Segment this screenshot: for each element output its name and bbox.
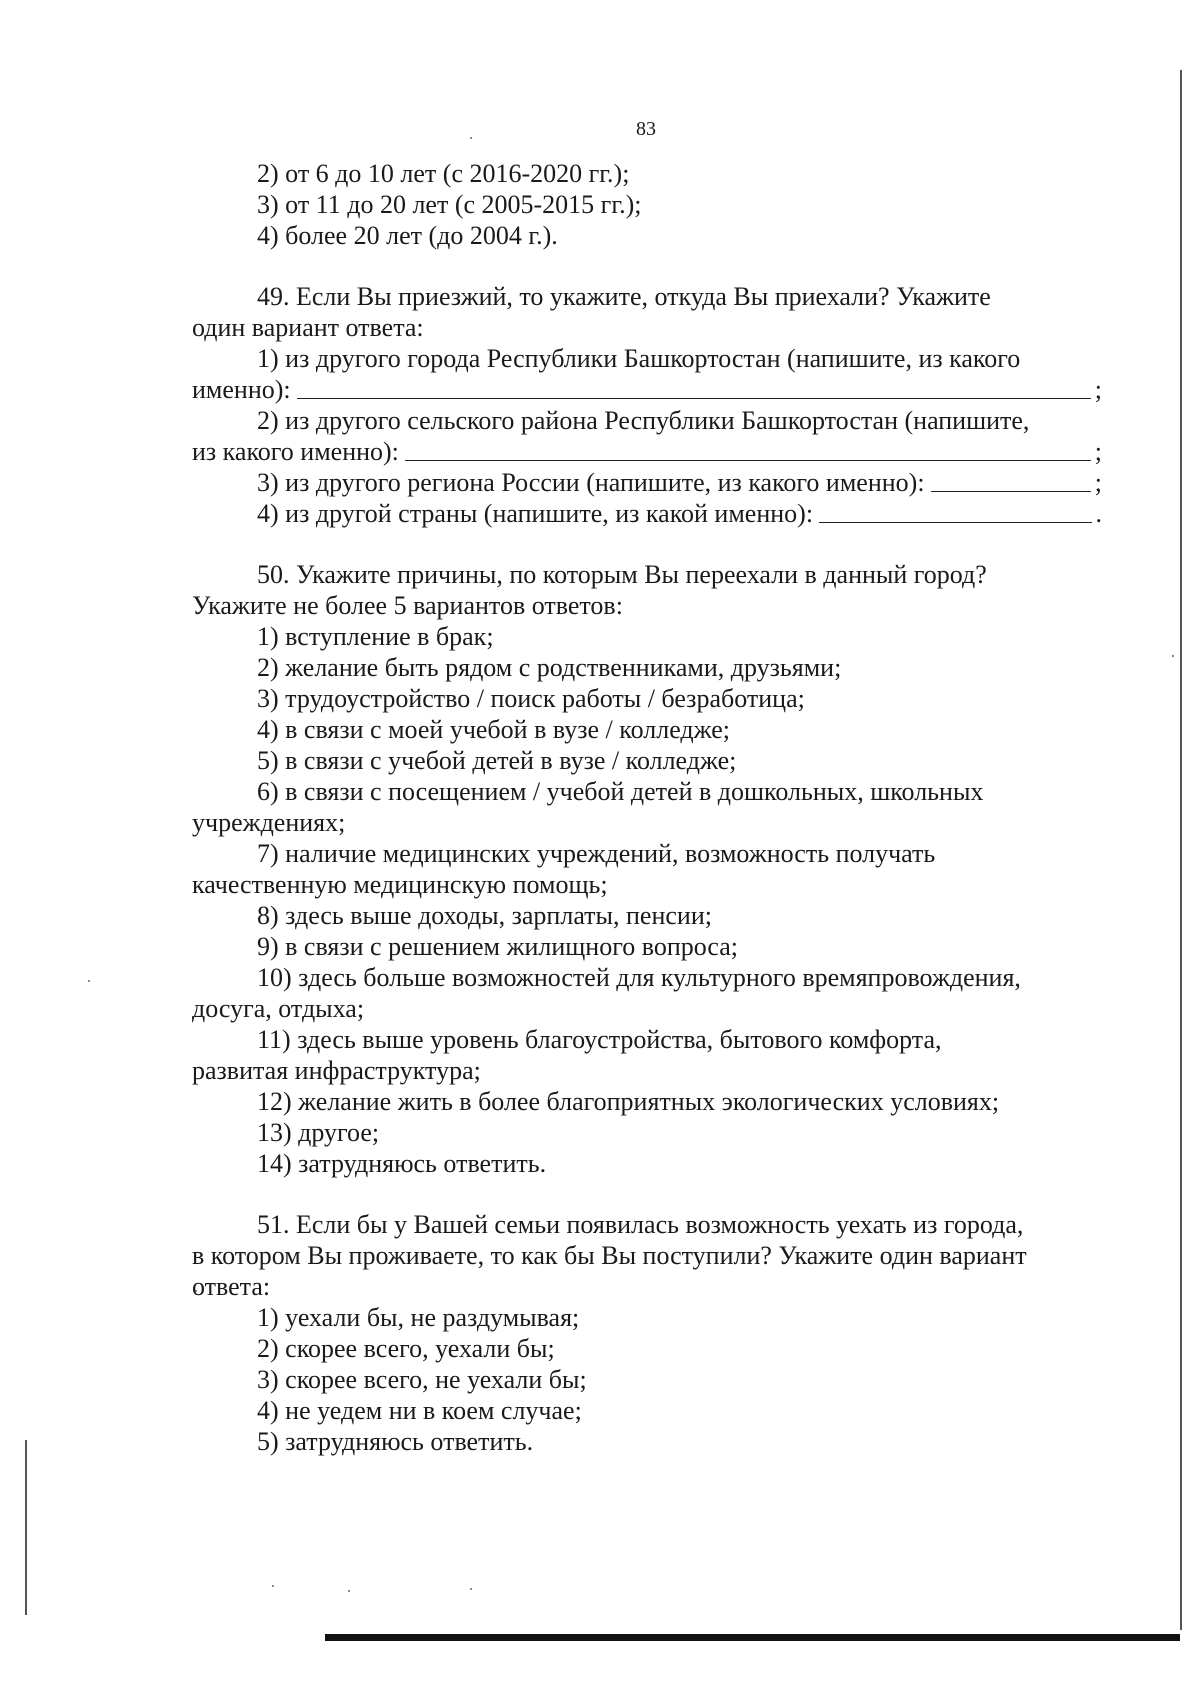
question-49: [192, 281, 1102, 529]
option-text: 4) из другой страны (напишите, из какой именно):: [257, 499, 814, 528]
option-line: 3) скорее всего, не уехали бы;: [257, 1365, 587, 1394]
punctuation: ;: [1094, 437, 1102, 466]
question-text: Укажите не более 5 вариантов ответов:: [192, 591, 623, 620]
option-line: 5) затрудняюсь ответить.: [257, 1427, 534, 1456]
option-line: 5) в связи с учебой детей в вузе / колледже;: [257, 746, 737, 775]
option-line: 13) другое;: [257, 1118, 380, 1147]
page-number: 83: [636, 118, 656, 140]
option-line: учреждениях;: [192, 808, 346, 837]
scan-edge-left: [25, 1440, 27, 1615]
option-line: 1) уехали бы, не раздумывая;: [257, 1303, 580, 1332]
blank-field[interactable]: [819, 522, 1091, 523]
blank-field[interactable]: [297, 398, 1091, 399]
option-line: досуга, отдыха;: [192, 994, 365, 1023]
option-line: 8) здесь выше доходы, зарплаты, пенсии;: [257, 901, 712, 930]
scan-edge-right: [1180, 70, 1182, 1630]
answer-fill-line: [192, 436, 1102, 467]
question-text: [192, 281, 1102, 312]
answer-fill-line: [192, 374, 1102, 405]
blank-field[interactable]: [931, 491, 1091, 492]
option-line: 2) желание быть рядом с родственниками, друзьями;: [257, 653, 842, 682]
option-line: качественную медицинскую помощь;: [192, 870, 608, 899]
option-line: 1) вступление в брак;: [257, 622, 494, 651]
punctuation: ;: [1094, 375, 1102, 404]
option-text: 3) из другого региона России (напишите, из какого именно):: [257, 468, 925, 497]
option-line: 2) скорее всего, уехали бы;: [257, 1334, 555, 1363]
option-line: 12) желание жить в более благоприятных экологических условиях;: [257, 1087, 1000, 1116]
option-line: 4) в связи с моей учебой в вузе / колледже;: [257, 715, 731, 744]
option-line: 10) здесь больше возможностей для культурного времяпровождения,: [257, 963, 1021, 992]
question-text: в котором Вы проживаете, то как бы Вы поступили? Укажите один вариант: [192, 1241, 1027, 1270]
scan-bottom-bar: [325, 1634, 1180, 1641]
option-line: 9) в связи с решением жилищного вопроса;: [257, 932, 739, 961]
blank-field[interactable]: [405, 460, 1091, 461]
answer-fill-line: [192, 498, 1102, 529]
option-line: 2) от 6 до 10 лет (с 2016-2020 гг.);: [257, 159, 630, 188]
option-line: 14) затрудняюсь ответить.: [257, 1149, 547, 1178]
punctuation: ;: [1094, 468, 1102, 497]
option-line: 2) из другого сельского района Республики Башкортостан (напишите,: [257, 406, 1030, 435]
punctuation: .: [1095, 499, 1102, 528]
question-51: [192, 1209, 1102, 1457]
answer-fill-line: [192, 467, 1102, 498]
option-line: 11) здесь выше уровень благоустройства, бытового комфорта,: [257, 1025, 942, 1054]
question-50: [192, 559, 1102, 1179]
option-line: 3) от 11 до 20 лет (с 2005-2015 гг.);: [257, 190, 642, 219]
previous-question-options: [192, 158, 1102, 251]
question-text: 50. Укажите причины, по которым Вы переехали в данный город?: [257, 560, 987, 589]
scan-speck: [1172, 655, 1174, 657]
option-text: именно):: [192, 375, 291, 404]
scan-speck: [272, 1585, 274, 1587]
scan-speck: [348, 1590, 350, 1592]
option-line: 1) из другого города Республики Башкортостан (напишите, из какого: [257, 344, 1021, 373]
question-text-part: 49. Если Вы приезжий, то укажите, откуда Вы приехали? Укажите: [257, 282, 991, 311]
scan-speck: [88, 980, 90, 982]
option-line: 4) не уедем ни в коем случае;: [257, 1396, 582, 1425]
option-line: 6) в связи с посещением / учебой детей в дошкольных, школьных: [257, 777, 984, 806]
document-body: [192, 158, 1102, 1457]
option-line: развитая инфраструктура;: [192, 1056, 481, 1085]
question-text: ответа:: [192, 1272, 271, 1301]
option-line: 4) более 20 лет (до 2004 г.).: [257, 221, 558, 250]
question-text: один вариант ответа:: [192, 313, 424, 342]
option-text: из какого именно):: [192, 437, 399, 466]
option-line: 7) наличие медицинских учреждений, возможность получать: [257, 839, 936, 868]
scan-speck: [470, 1588, 472, 1590]
question-text: 51. Если бы у Вашей семьи появилась возможность уехать из города,: [257, 1210, 1024, 1239]
option-line: 3) трудоустройство / поиск работы / безработица;: [257, 684, 805, 713]
